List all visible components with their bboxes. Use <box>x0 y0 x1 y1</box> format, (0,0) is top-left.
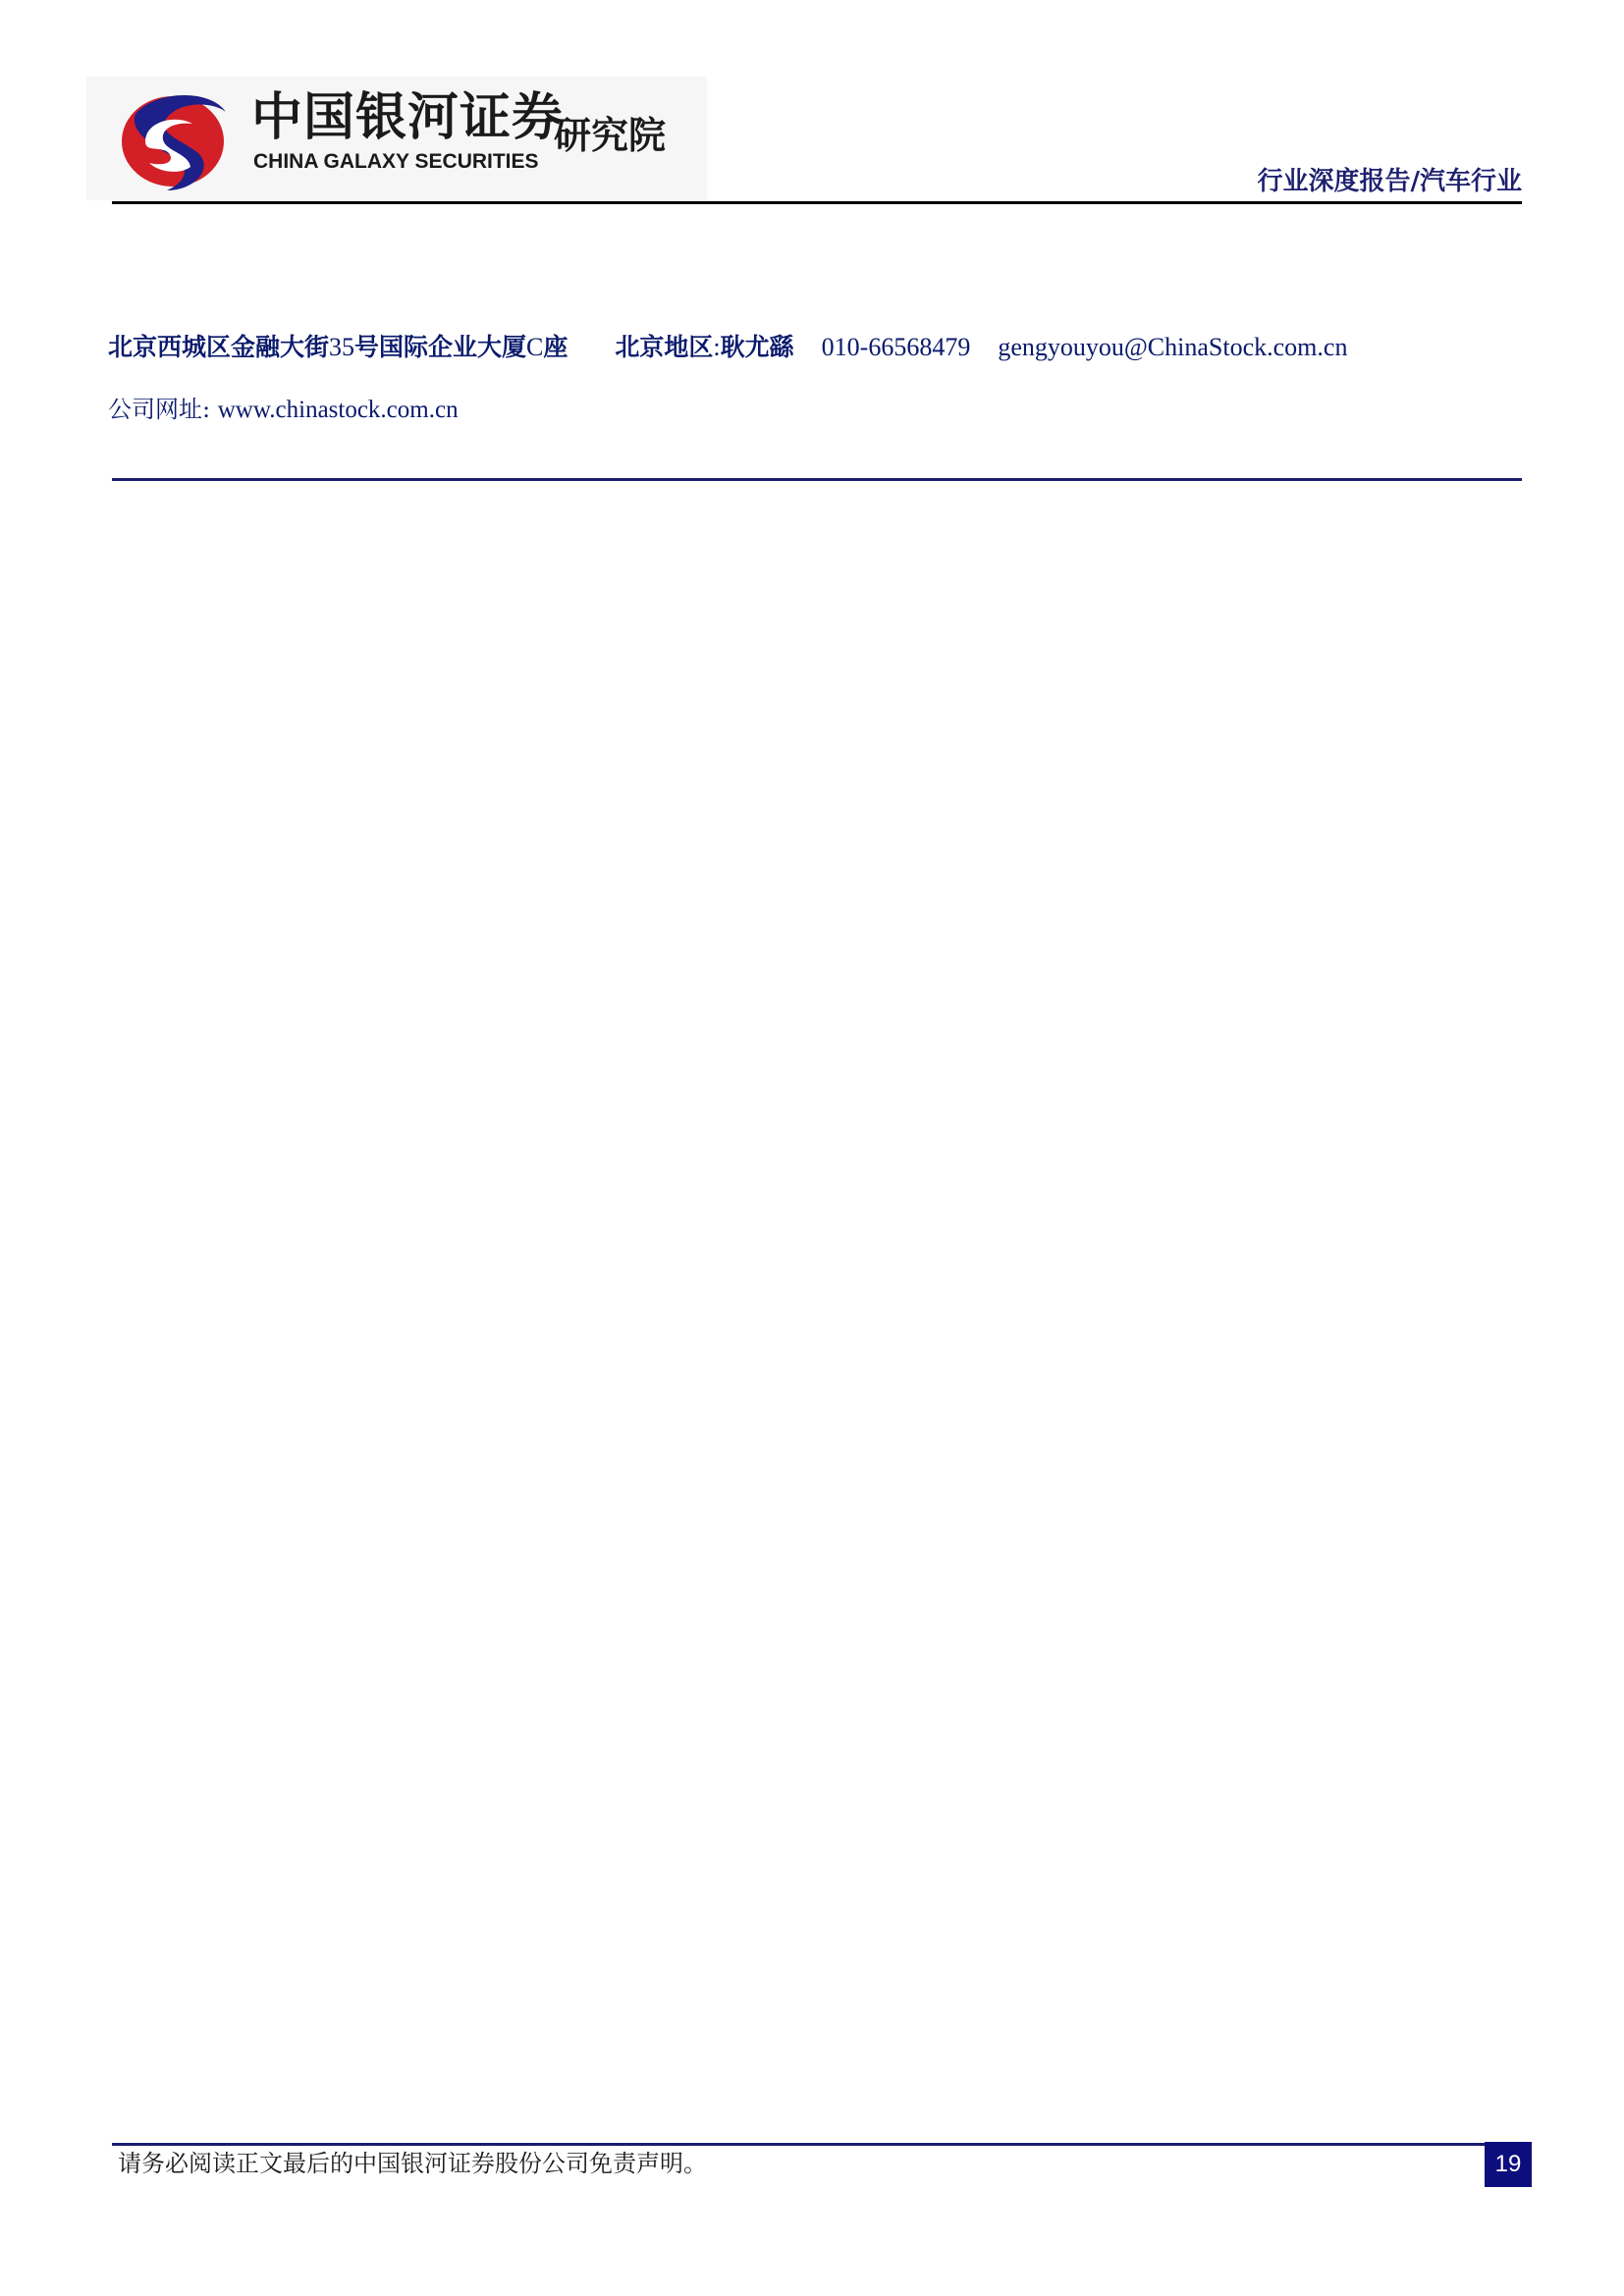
website-label: 公司网址: <box>108 396 211 423</box>
header-divider <box>112 201 1522 204</box>
contact-name: 耿尤繇 <box>720 333 794 361</box>
address-text: 北京西城区金融大街 <box>108 333 330 361</box>
address-block: C <box>526 333 544 361</box>
china-galaxy-logo-icon <box>116 84 234 194</box>
logo-department: 研究院 <box>554 114 667 157</box>
address-building: 号国际企业大厦 <box>354 333 527 361</box>
address-number: 35 <box>329 333 355 361</box>
contact-email[interactable]: gengyouyou@ChinaStock.com.cn <box>998 333 1348 361</box>
contact-phone: 010-66568479 <box>821 333 971 361</box>
contact-address-line <box>108 330 1347 365</box>
region-label: 北京地区 <box>615 333 714 361</box>
footer-divider <box>112 2143 1522 2146</box>
logo-english-name: CHINA GALAXY SECURITIES <box>253 150 539 173</box>
footer-disclaimer: 请务必阅读正文最后的中国银河证券股份公司免责声明。 <box>118 2150 707 2177</box>
address-suffix: 座 <box>543 333 568 361</box>
website-line <box>108 393 459 427</box>
page-number: 19 <box>1485 2142 1532 2187</box>
report-type-title: 行业深度报告/汽车行业 <box>1257 167 1522 196</box>
website-link[interactable]: www.chinastock.com.cn <box>217 397 459 423</box>
region-separator: : <box>713 333 721 361</box>
contact-divider <box>112 478 1522 481</box>
logo-chinese-name: 中国银河证券 <box>251 88 565 147</box>
